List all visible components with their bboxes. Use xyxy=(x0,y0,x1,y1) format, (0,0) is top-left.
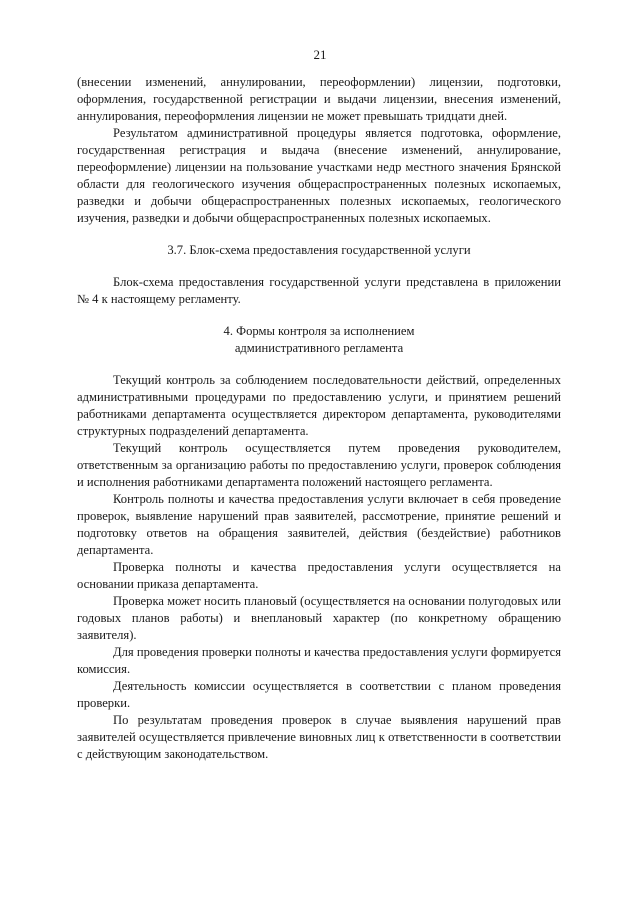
intro-paragraph: (внесении изменений, аннулировании, переоформлении) лицензии, подготовки, оформления, государственной регистрации и выдачи лицензии, внесения изменений, аннулирования, переоформления лицензии не может превышать тридцати дней. xyxy=(77,75,561,123)
result-paragraph: Результатом административной процедуры является подготовка, оформление, государственная регистрация и выдача (внесение изменений, аннулирование, переоформление) лицензии на пользование участками недр местного значения Брянской области для геологического изучения общераспространенных полезных ископаемых, разведки и добычи общераспространенных полезных ископаемых, геологического изучения, разведки и добычи общераспространенных полезных ископаемых. xyxy=(77,126,561,225)
section-4-paragraph-4: Проверка полноты и качества предоставления услуги осуществляется на основании приказа департамента. xyxy=(77,560,561,591)
section-4-paragraph-3: Контроль полноты и качества предоставления услуги включает в себя проведение проверок, выявление нарушений прав заявителей, рассмотрение, принятие решений и подготовку ответов на обращения заявителей, действия (бездействие) работников департамента. xyxy=(77,492,561,557)
section-4-paragraph-1: Текущий контроль за соблюдением последовательности действий, определенных административными процедурами по предоставлению услуги, и принятием решений работниками департамента осуществляется директором департамента, руководителями структурных подразделений департамента. xyxy=(77,373,561,438)
section-4-paragraph-6: Для проведения проверки полноты и качества предоставления услуги формируется комиссия. xyxy=(77,645,561,676)
section-4-heading-line1: 4. Формы контроля за исполнением xyxy=(223,324,415,338)
section-4-paragraph-5: Проверка может носить плановый (осуществляется на основании полугодовых или годовых планов работы) и внеплановый характер (по конкретному обращению заявителя). xyxy=(77,594,561,642)
section-4-paragraph-8: По результатам проведения проверок в случае выявления нарушений прав заявителей осуществляется привлечение виновных лиц к ответственности в соответствии с действующим законодательством. xyxy=(77,713,561,761)
section-4-heading-line2: административного регламента xyxy=(234,341,404,355)
section-3-7-heading: 3.7. Блок-схема предоставления государственной услуги xyxy=(167,243,471,257)
page-content xyxy=(77,74,561,763)
section-3-7-paragraph: Блок-схема предоставления государственной услуги представлена в приложении № 4 к настоящему регламенту. xyxy=(77,275,561,306)
section-4-paragraph-2: Текущий контроль осуществляется путем проведения руководителем, ответственным за организацию работы по предоставлению услуги, проверок соблюдения и исполнения работниками департамента положений настоящего регламента. xyxy=(77,441,561,489)
section-4-paragraph-7: Деятельность комиссии осуществляется в соответствии с планом проведения проверки. xyxy=(77,679,561,710)
page-number: 21 xyxy=(313,47,327,62)
